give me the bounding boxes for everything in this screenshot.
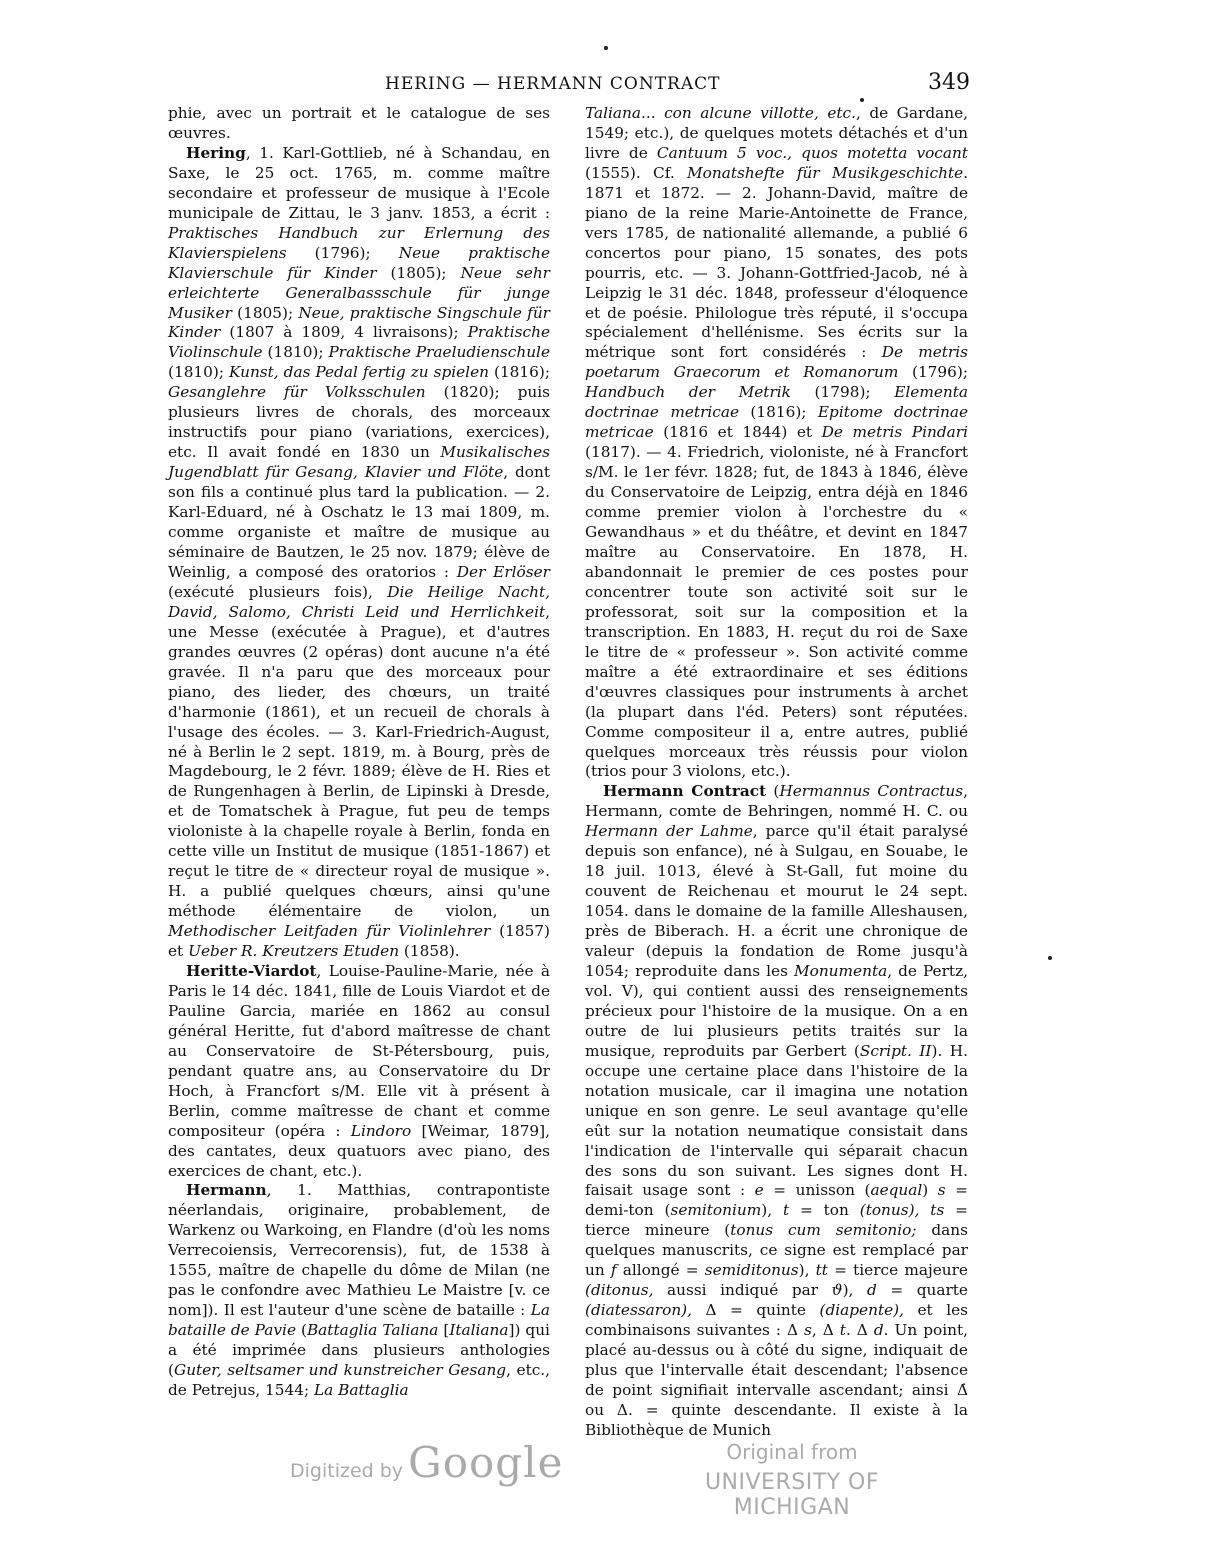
speck-mark [860, 98, 864, 102]
right-column [585, 104, 968, 1441]
university-label: UNIVERSITY OF MICHIGAN [704, 1470, 880, 1520]
entry-headword: Heritte-Viardot [186, 961, 317, 980]
entry-hermann-continued: Taliana... con alcune villotte, etc., de Gardane, 1549; etc.), de quelques motets détachés et d'un livre de Cantuum 5 voc., quos motetta vocant (1555). Cf. Monatshefte für Musikgeschichte. 1871 et 1872. — 2. Johann-David, maître de piano de la reine Marie-Antoinette de France, vers 1785, de nationalité allemande, a publié 6 concertos pour piano, 15 sonates, des pots pourris, etc. — 3. Johann-Gottfried-Jacob, né à Leipzig le 31 déc. 1848, professeur d'éloquence et de poésie. Philologue très réputé, il s'occupa spécialement d'hellénisme. Ses écrits sur la métrique sont fort considérés : De metris poetarum Graecorum et Romanorum (1796); Handbuch der Metrik (1798); Elementa doctrinae metricae (1816); Epitome doctrinae metricae (1816 et 1844) et De metris Pindari (1817). — 4. Friedrich, violoniste, né à Francfort s/M. le 1er févr. 1828; fut, de 1843 à 1846, élève du Conservatoire de Leipzig, entra déjà en 1846 comme premier violon à l'orchestre du « Gewandhaus » et du théâtre, et devint en 1847 maître au Conservatoire. En 1878, H. abandonnait le premier de ces postes pour concentrer toute son activité soit sur le professorat, soit sur la composition et la transcription. En 1883, H. reçut du roi de Saxe le titre de « professeur ». Son activité comme maître a été extraordinaire et ses éditions d'œuvres classiques pour instruments à archet (la plupart dans l'éd. Peters) sont réputées. Comme compositeur il a, entre autres, publié quelques morceaux très réussis pour violon (trios pour 3 violons, etc.). [585, 104, 969, 781]
left-column [168, 104, 550, 1401]
entry-hermann: Hermann, 1. Matthias, contrapontiste néerlandais, originaire, probablement, de Warkenz ou Warkoing, en Flandre (d'où les noms Verrecoiensis, Verrecorensis), fut, de 1538 à 1555, maître de chapelle du dôme de Milan (ne pas le confondre avec Mathieu Le Maistre [v. ce nom]). Il est l'auteur d'une scène de bataille : La bataille de Pavie (Battaglia Taliana [Italiana]) qui a été imprimée dans plusieurs anthologies (Guter, seltsamer und kunstreicher Gesang, etc., de Petrejus, 1544; La Battaglia [168, 1181, 551, 1399]
entry-headword: Hermann [186, 1181, 267, 1200]
page-number: 349 [928, 70, 970, 95]
paragraph-continuation: phie, avec un portrait et le catalogue de ses œuvres. [168, 104, 550, 142]
digitized-by-label: Digitized by [290, 1460, 404, 1482]
speck-mark [604, 46, 608, 50]
entry-headword: Hermann Contract [603, 782, 767, 801]
speck-mark [1048, 956, 1052, 960]
running-head: HERING — HERMANN CONTRACT [385, 74, 721, 94]
digitized-by-google-watermark [290, 1438, 563, 1487]
entry-headword: Hering [186, 143, 246, 162]
original-from-label: Original from [726, 1440, 858, 1464]
entry-hering: Hering, 1. Karl-Gottlieb, né à Schandau, en Saxe, le 25 oct. 1765, m. comme maître secondaire et professeur de musique à l'Ecole municipale de Zittau, le 3 janv. 1853, a écrit : Praktisches Handbuch zur Erlernung des Klavierspielens (1796); Neue praktische Klavierschule für Kinder (1805); Neue sehr erleichterte Generalbassschule für junge Musiker (1805); Neue, praktische Singschule für Kinder (1807 à 1809, 4 livraisons); Praktische Violinschule (1810); Praktische Praeludienschule (1810); Kunst, das Pedal fertig zu spielen (1816); Gesanglehre für Volksschulen (1820); puis plusieurs livres de chorals, des morceaux instructifs pour piano (variations, exercices), etc. Il avait fondé en 1830 un Musikalisches Jugendblatt für Gesang, Klavier und Flöte, dont son fils a continué plus tard la publication. — 2. Karl-Eduard, né à Oschatz le 13 mai 1809, m. comme organiste et maître de musique au séminaire de Bautzen, le 25 nov. 1879; élève de Weinlig, a composé des oratorios : Der Erlöser (exécuté plusieurs fois), Die Heilige Nacht, David, Salomo, Christi Leid und Herrlichkeit, une Messe (exécutée à Prague), et d'autres grandes œuvres (2 opéras) dont aucune n'a été gravée. Il n'a paru que des morceaux pour piano, des lieder, des chœurs, un traité d'harmonie (1861), et un recueil de chorals à l'usage des écoles. — 3. Karl-Friedrich-August, né à Berlin le 2 sept. 1819, m. à Bourg, près de Magdebourg, le 2 févr. 1889; élève de H. Ries et de Rungenhagen à Berlin, de Lipinski à Dresde, et de Tomatschek à Prague, fut peu de temps violoniste à la chapelle royale à Berlin, fonda en cette ville un Institut de musique (1851-1867) et reçut le titre de « directeur royal de musique ». H. a publié quelques chœurs, ainsi qu'une méthode élémentaire de violon, un Methodischer Leitfaden für Violinlehrer (1857) et Ueber R. Kreutzers Etuden (1858). [168, 143, 550, 961]
entry-heritte-viardot: Heritte-Viardot, Louise-Pauline-Marie, née à Paris le 14 déc. 1841, fille de Louis Viardot et de Pauline Garcia, mariée en 1862 au consul général Heritte, fut d'abord maîtresse de chant au Conservatoire de St-Pétersbourg, puis, pendant quatre ans, au Conservatoire du Dr Hoch, à Francfort s/M. Elle vit à présent à Berlin, comme maîtresse de chant et comme compositeur (opéra : Lindoro [Weimar, 1879], des cantates, deux quatuors avec piano, des exercices de chant, etc.). [168, 961, 550, 1180]
entry-hermann-contract: Hermann Contract (Hermannus Contractus, Hermann, comte de Behringen, nommé H. C. ou Hermann der Lahme, parce qu'il était paralysé depuis son enfance), né à Sulgau, en Souabe, le 18 juil. 1013, élevé à St-Gall, fut moine du couvent de Reichenau et mourut le 24 sept. 1054. dans le domaine de la famille Alleshausen, près de Biberach. H. a écrit une chronique de valeur (depuis la fondation de Rome jusqu'à 1054; reproduite dans les Monumenta, de Pertz, vol. V), qui contient aussi des renseignements précieux pour l'histoire de la musique. On a en outre de lui plusieurs petits traités sur la musique, reproduits par Gerbert (Script. II). H. occupe une certaine place dans l'histoire de la notation musicale, car il imagina une notation unique en son genre. Le seul avantage qu'elle eût sur la notation neumatique consistait dans l'indication de l'intervalle qui séparait chacun des sons du son suivant. Les signes dont H. faisait usage sont : e = unisson (aequal) s = demi-ton (semitonium), t = ton (tonus), ts = tierce mineure (tonus cum semitonio; dans quelques manuscrits, ce signe est remplacé par un f allongé = semiditonus), tt = tierce majeure (ditonus, aussi indiqué par ϑ), d = quarte (diatessaron), Δ = quinte (diapente), et les combinaisons suivantes : Δ s, Δ t. Δ d. Un point, placé au-dessus ou à côté du signe, indiquait de plus que l'intervalle était descendant; l'absence de point signifiait intervalle ascendant; ainsi Δ̇ ou Δ. = quinte descendante. Il existe à la Bibliothèque de Munich [585, 782, 969, 1439]
google-logo: Google [408, 1438, 564, 1487]
original-from-watermark [669, 1440, 915, 1520]
